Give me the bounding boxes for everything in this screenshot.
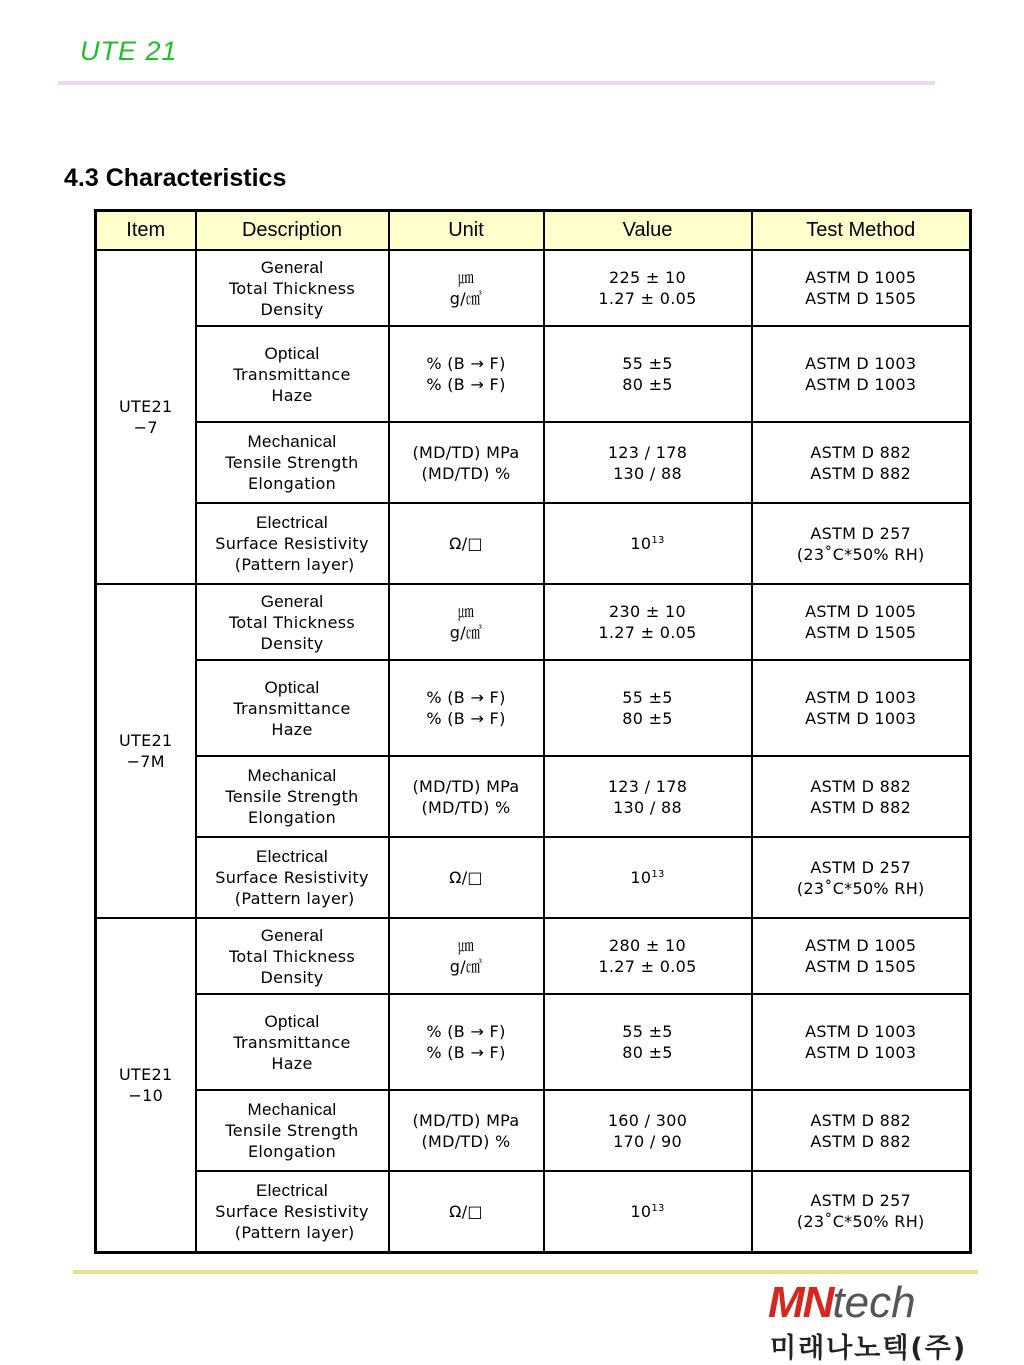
category-label: Electrical (256, 1180, 328, 1200)
description-line: Total Thickness (228, 946, 356, 966)
test-method-line: (23˚C*50% RH) (796, 1212, 925, 1232)
unit-line: % (B → F) (426, 1043, 506, 1062)
unit-line: Ω/□ (449, 1201, 483, 1221)
table-row (96, 1090, 971, 1171)
unit-cell (389, 994, 544, 1090)
value-line: 80 ±5 (622, 709, 673, 728)
header-test-method: Test Method (752, 211, 971, 251)
unit-cell (389, 422, 544, 503)
characteristics-table (94, 209, 972, 1254)
description-cell (196, 918, 389, 994)
description-cell (196, 250, 389, 326)
value-base: 10 (630, 868, 652, 887)
value-cell (544, 994, 752, 1090)
unit-line: ㎛ (457, 936, 475, 955)
description-line: Elongation (247, 808, 337, 827)
table-row (96, 326, 971, 422)
value-cell (544, 1171, 752, 1252)
header-description: Description (196, 211, 389, 251)
test-method-cell (752, 422, 971, 503)
description-line: Transmittance (233, 698, 351, 718)
table-body (96, 250, 971, 1252)
unit-cell (389, 756, 544, 837)
test-method-line: ASTM D 257 (810, 523, 912, 543)
unit-line: (MD/TD) MPa (412, 1110, 520, 1130)
test-method-line: ASTM D 882 (810, 1131, 912, 1151)
value-line: 55 ±5 (622, 1022, 673, 1041)
value-line: 80 ±5 (622, 375, 673, 394)
value-line: 230 ± 10 (609, 602, 686, 621)
logo-korean-name: 미래나노텍(주) (770, 1333, 968, 1364)
table-row (96, 660, 971, 756)
description-cell (196, 503, 389, 584)
unit-cell (389, 326, 544, 422)
unit-cell (389, 250, 544, 326)
test-method-line: (23˚C*50% RH) (796, 544, 925, 564)
description-line: Surface Resistivity (215, 868, 369, 887)
test-method-line: ASTM D 882 (810, 776, 912, 796)
category-label: Optical (264, 1011, 320, 1031)
test-method-line: ASTM D 1505 (805, 957, 917, 976)
unit-cell (389, 1090, 544, 1171)
test-method-line: ASTM D 1003 (805, 354, 917, 373)
unit-line: % (B → F) (426, 688, 506, 707)
value-base: 10 (630, 1201, 652, 1221)
description-cell (196, 660, 389, 756)
item-name-line: −7M (126, 752, 165, 771)
description-line: Tensile Strength (225, 787, 359, 806)
description-line: Density (260, 967, 324, 987)
description-line: Transmittance (233, 1032, 351, 1052)
description-line: Density (260, 633, 324, 653)
description-cell (196, 1090, 389, 1171)
category-label: Mechanical (247, 766, 337, 785)
test-method-cell (752, 994, 971, 1090)
description-line: Total Thickness (228, 278, 356, 298)
description-line: Density (260, 299, 324, 319)
value-line: 130 / 88 (613, 797, 682, 817)
value-line: 1.27 ± 0.05 (598, 957, 697, 976)
value-cell (544, 422, 752, 503)
item-name-line: −10 (128, 1085, 164, 1105)
unit-cell (389, 918, 544, 994)
value-line: 225 ± 10 (609, 268, 686, 287)
test-method-cell (752, 1171, 971, 1252)
test-method-line: ASTM D 1005 (805, 936, 917, 955)
footer-divider (73, 1270, 978, 1274)
value-base: 10 (630, 534, 652, 553)
test-method-cell (752, 503, 971, 584)
unit-cell (389, 1171, 544, 1252)
value-exponent: 13 (651, 869, 665, 880)
logo-word: tech (832, 1278, 916, 1327)
description-line: (Pattern layer) (229, 889, 355, 908)
test-method-line: ASTM D 1003 (805, 1043, 917, 1062)
unit-line: % (B → F) (426, 709, 506, 728)
description-line: Elongation (247, 1142, 337, 1161)
unit-line: g/㎤ (449, 623, 483, 642)
unit-line: g/㎤ (449, 957, 483, 976)
description-line: Transmittance (233, 364, 351, 384)
test-method-line: ASTM D 1505 (805, 623, 917, 642)
description-cell (196, 994, 389, 1090)
value-line: 130 / 88 (613, 463, 682, 483)
item-name-line: UTE21 (119, 397, 173, 416)
description-line: Tensile Strength (225, 453, 359, 472)
value-line: 80 ±5 (622, 1043, 673, 1062)
item-cell (96, 584, 196, 918)
test-method-line: (23˚C*50% RH) (796, 878, 925, 898)
test-method-line: ASTM D 1003 (805, 709, 917, 728)
test-method-line: ASTM D 1005 (805, 602, 917, 621)
test-method-cell (752, 584, 971, 660)
value-line: 123 / 178 (607, 776, 688, 796)
description-line: Total Thickness (228, 612, 356, 632)
description-line: Surface Resistivity (215, 1201, 369, 1221)
value-cell (544, 584, 752, 660)
test-method-line: ASTM D 882 (810, 463, 912, 483)
test-method-line: ASTM D 1505 (805, 289, 917, 308)
value-cell (544, 503, 752, 584)
value-line: 160 / 300 (607, 1110, 688, 1130)
table-row (96, 837, 971, 918)
description-cell (196, 756, 389, 837)
description-cell (196, 422, 389, 503)
value-line: 55 ±5 (622, 688, 673, 707)
description-line: Tensile Strength (225, 1121, 359, 1140)
unit-line: (MD/TD) MPa (412, 776, 520, 796)
header-item: Item (96, 211, 196, 251)
value-cell (544, 918, 752, 994)
unit-line: ㎛ (457, 602, 475, 621)
category-label: Electrical (256, 847, 328, 866)
item-name-line: UTE21 (119, 1064, 173, 1084)
table-row (96, 756, 971, 837)
description-cell (196, 584, 389, 660)
test-method-line: ASTM D 257 (810, 1191, 912, 1211)
test-method-cell (752, 326, 971, 422)
test-method-cell (752, 918, 971, 994)
test-method-line: ASTM D 1003 (805, 1022, 917, 1041)
description-line: Haze (271, 1053, 313, 1073)
item-cell (96, 918, 196, 1252)
description-cell (196, 1171, 389, 1252)
unit-cell (389, 503, 544, 584)
header-divider (58, 81, 935, 85)
description-cell (196, 837, 389, 918)
table-header-row (96, 211, 971, 251)
category-label: Mechanical (247, 432, 337, 451)
test-method-line: ASTM D 882 (810, 442, 912, 462)
category-label: Electrical (256, 513, 328, 532)
value-line: 55 ±5 (622, 354, 673, 373)
unit-line: % (B → F) (426, 1022, 506, 1041)
header-unit: Unit (389, 211, 544, 251)
table-row (96, 422, 971, 503)
category-label: Optical (264, 343, 320, 363)
category-label: Mechanical (247, 1100, 337, 1119)
test-method-cell (752, 837, 971, 918)
value-line: 1.27 ± 0.05 (598, 289, 697, 308)
value-cell (544, 837, 752, 918)
test-method-line: ASTM D 1005 (805, 268, 917, 287)
unit-cell (389, 584, 544, 660)
unit-line: (MD/TD) MPa (412, 442, 520, 462)
category-label: General (260, 591, 324, 611)
value-exponent: 13 (651, 1202, 665, 1214)
company-logo (768, 1278, 968, 1362)
description-line: (Pattern layer) (229, 555, 355, 574)
value-line: 123 / 178 (607, 442, 688, 462)
unit-line: ㎛ (457, 268, 475, 287)
test-method-line: ASTM D 882 (810, 797, 912, 817)
value-cell (544, 1090, 752, 1171)
value-line: 280 ± 10 (609, 936, 686, 955)
category-label: General (260, 925, 324, 945)
item-cell (96, 250, 196, 584)
value-cell (544, 756, 752, 837)
page-header-title: UTE 21 (80, 36, 178, 66)
section-title: 4.3 Characteristics (64, 164, 287, 192)
value-line: 1.27 ± 0.05 (598, 623, 697, 642)
item-name-line: UTE21 (119, 731, 173, 750)
description-line: Elongation (247, 474, 337, 493)
table-row (96, 1171, 971, 1252)
description-line: Haze (271, 385, 313, 405)
table-row (96, 584, 971, 660)
value-cell (544, 250, 752, 326)
test-method-line: ASTM D 257 (810, 857, 912, 877)
unit-line: Ω/□ (449, 868, 483, 887)
unit-cell (389, 660, 544, 756)
test-method-cell (752, 1090, 971, 1171)
unit-line: Ω/□ (449, 534, 483, 553)
test-method-cell (752, 756, 971, 837)
item-name-line: −7 (133, 418, 158, 437)
table-row (96, 994, 971, 1090)
test-method-line: ASTM D 1003 (805, 688, 917, 707)
test-method-cell (752, 250, 971, 326)
test-method-line: ASTM D 882 (810, 1110, 912, 1130)
header-value: Value (544, 211, 752, 251)
description-line: Surface Resistivity (215, 534, 369, 553)
unit-line: (MD/TD) % (421, 797, 511, 817)
unit-line: (MD/TD) % (421, 1131, 511, 1151)
unit-line: % (B → F) (426, 375, 506, 394)
category-label: Optical (264, 677, 320, 697)
unit-line: % (B → F) (426, 354, 506, 373)
unit-line: g/㎤ (449, 289, 483, 308)
unit-line: (MD/TD) % (421, 463, 511, 483)
description-line: (Pattern layer) (229, 1222, 355, 1242)
value-cell (544, 326, 752, 422)
value-line: 170 / 90 (613, 1131, 682, 1151)
value-cell (544, 660, 752, 756)
table-row (96, 250, 971, 326)
test-method-line: ASTM D 1003 (805, 375, 917, 394)
table-row (96, 918, 971, 994)
value-exponent: 13 (651, 535, 665, 546)
description-cell (196, 326, 389, 422)
logo-mark: MN (768, 1278, 833, 1327)
table-row (96, 503, 971, 584)
category-label: General (260, 257, 324, 277)
unit-cell (389, 837, 544, 918)
test-method-cell (752, 660, 971, 756)
description-line: Haze (271, 719, 313, 739)
